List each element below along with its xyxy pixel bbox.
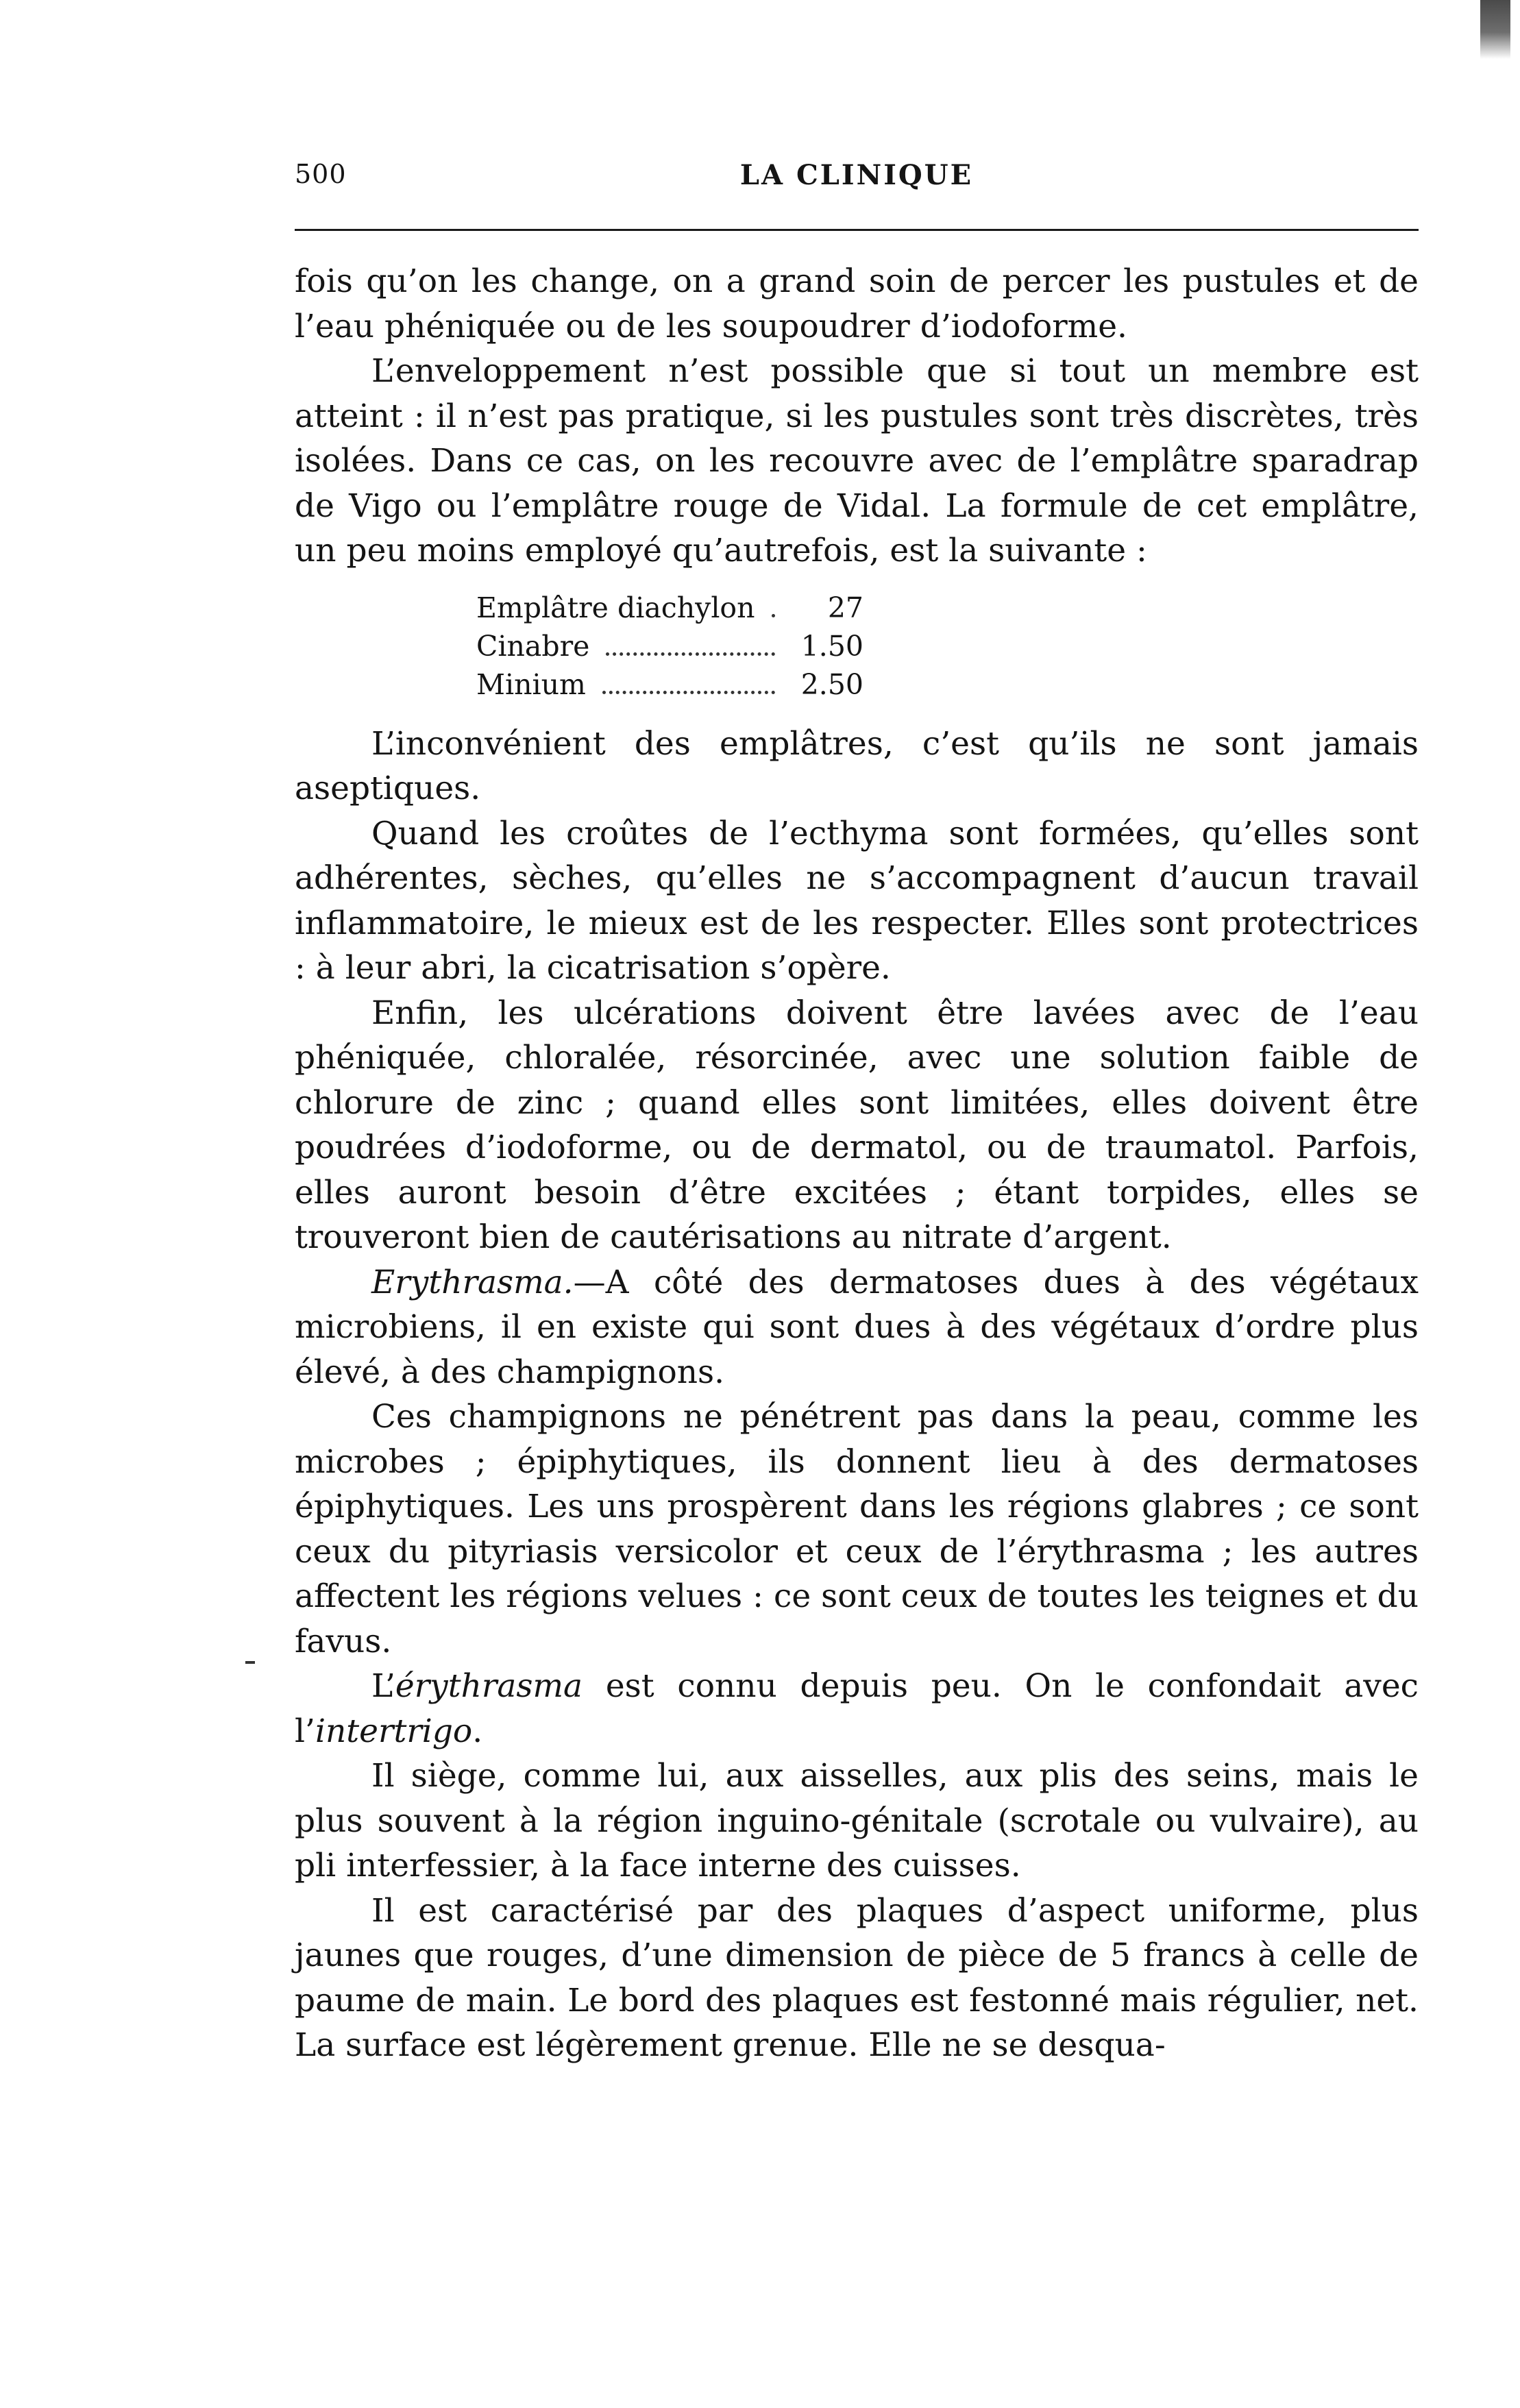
term-erythrasma: érythrasma: [395, 1667, 583, 1705]
term-intertrigo: intertrigo: [315, 1712, 473, 1750]
paragraph-text: —A côté des dermatoses dues à des végétaux microbiens, il en existe qui sont dues à des végétaux d’ordre plus élevé, à des champignons.: [295, 1263, 1419, 1391]
paragraph-enveloppement: L’enveloppement n’est possible que si tout un membre est atteint : il n’est pas pratique, si les pustules sont très discrètes, très isolées. Dans ce cas, on les recouvre avec de l’emplâtre sparadrap de Vigo ou l’emplâtre rouge de Vidal. La formule de cet emplâtre, un peu moins employé qu’autrefois, est la suivante :: [295, 352, 1419, 569]
paragraph-croutes: Quand les croûtes de l’ecthyma sont formées, qu’elles sont adhérentes, sèches, qu’elles ne s’accompagnent d’aucun travail inflammatoire, le mieux est de les respecter. Elles sont protectrices : à leur abri, la cicatrisation s’opère.: [295, 814, 1419, 987]
page-header: [295, 159, 1419, 207]
recipe-quantity: 27: [827, 591, 863, 624]
paragraph-erythrasma-intertrigo: [295, 1664, 1419, 1754]
running-title: LA CLINIQUE: [739, 159, 974, 191]
recipe-ingredient: Emplâtre diachylon: [476, 591, 755, 624]
text-fragment: L’: [371, 1667, 395, 1705]
paragraph-siege: Il siège, comme lui, aux aisselles, aux plis des seins, mais le plus souvent à la région inguino-génitale (scrotale ou vulvaire), au pli interfessier, à la face interne des cuisses.: [295, 1757, 1419, 1884]
recipe-ingredient: Cinabre: [476, 629, 590, 663]
leader-dots: [606, 652, 775, 656]
margin-mark: [245, 1661, 255, 1664]
paragraph-erythrasma-heading: [295, 1260, 1419, 1395]
recipe-quantity: 2.50: [800, 667, 863, 701]
text-fragment: est connu depuis peu. On le confondait avec l’: [295, 1667, 1419, 1750]
body-text: [295, 259, 1419, 2068]
paragraph-caracterise: Il est caractérisé par des plaques d’aspect uniforme, plus jaunes que rouges, d’une dimension de pièce de 5 francs à celle de paume de main. Le bord des plaques est festonné mais régulier, net. La surface est légèrement grenue. Elle ne se desqua-: [295, 1891, 1419, 2064]
section-title-erythrasma: Erythrasma.: [371, 1263, 574, 1301]
recipe-row: [476, 665, 863, 704]
recipe-ingredient: Minium: [476, 667, 586, 701]
text-fragment: .: [472, 1712, 483, 1750]
leader-dots: [602, 691, 775, 694]
recipe-row: [476, 589, 863, 627]
paragraph-ulcerations: Enfin, les ulcérations doivent être lavées avec de l’eau phéniquée, chloralée, résorcinée, avec une solution faible de chlorure de zinc ; quand elles sont limitées, elles doivent être poudrées d’iodoforme, ou de dermatol, ou de traumatol. Parfois, elles auront besoin d’être excitées ; étant torpides, elles se trouveront bien de cautérisations au nitrate d’argent.: [295, 994, 1419, 1256]
paragraph-champignons: Ces champignons ne pénétrent pas dans la peau, comme les microbes ; épiphytiques, ils donnent lieu à des dermatoses épiphytiques. Les uns prospèrent dans les régions glabres ; ce sont ceux du pityriasis versicolor et ceux de l’érythrasma ; les autres affectent les régions velues : ce sont ceux de toutes les teignes et du favus.: [295, 1398, 1419, 1660]
paragraph-continuation: fois qu’on les change, on a grand soin de percer les pustules et de l’eau phéniquée ou de les soupoudrer d’iodoforme.: [295, 262, 1419, 345]
page-corner-mark: [1480, 0, 1510, 59]
recipe-quantity: 1.50: [800, 629, 863, 663]
page-number: 500: [295, 159, 347, 189]
recipe-table: [476, 589, 863, 704]
leader-dots: [772, 614, 775, 617]
header-rule: [295, 229, 1419, 231]
paragraph-inconvenient: L’inconvénient des emplâtres, c’est qu’ils ne sont jamais aseptiques.: [295, 724, 1419, 807]
recipe-row: [476, 627, 863, 665]
